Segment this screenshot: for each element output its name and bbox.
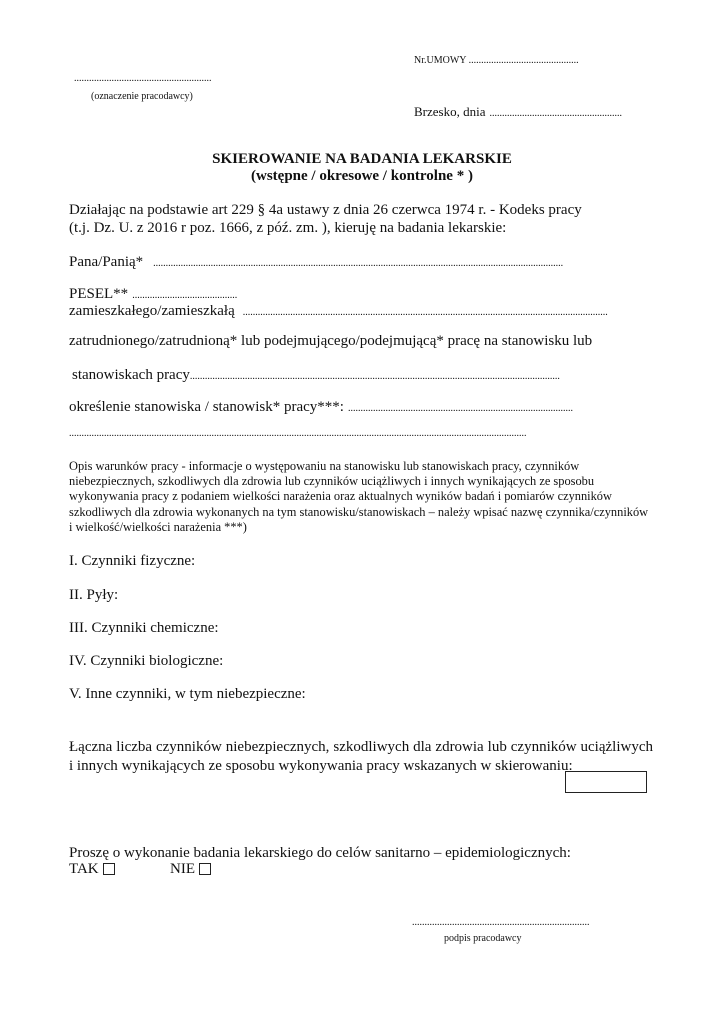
yes-label: TAK [69, 861, 99, 877]
designation-label: określenie stanowiska / stanowisk* pracy***: [69, 399, 344, 415]
work-conditions-description: Opis warunków pracy - informacje o występowaniu na stanowisku lub stanowiskach pracy, czynników niebezpiecznych, szkodliwych dla zdrowia lub czynników uciążliwych i innych wynikających ze sposobu wykonywania pracy z podaniem wielkości narażenia oraz aktualnych wyników badań i pomiarów czynników szkodliwych dla zdrowia wykonanych na tym stanowisku/stanowiskach – należy wpisać nazwę czynnika/czynników i wielkość/wielkości narażenia ***) [69, 459, 649, 534]
no-label: NIE [170, 861, 195, 877]
factor-count-text: Łączna liczba czynników niebezpiecznych, szkodliwych dla zdrowia lub czynników uciążliwych i innych wynikających ze sposobu wykonywania pracy wskazanych w skierowaniu: [69, 739, 653, 774]
pesel-dots: .......................................... [132, 290, 238, 301]
positions-label: stanowiskach pracy [72, 367, 190, 383]
factor-count-box[interactable] [565, 771, 647, 793]
yes-checkbox[interactable] [103, 863, 115, 875]
residence-field [69, 302, 608, 320]
intro-line-1: Działając na podstawie art 229 § 4a ustawy z dnia 26 czerwca 1974 r. - Kodeks pracy [69, 202, 582, 218]
designation-field [69, 398, 573, 416]
date-dots: ..................................................... [489, 108, 622, 119]
positions-dots: .................................................................................................................................................... [189, 371, 560, 382]
document-subtitle: (wstępne / okresowe / kontrolne * ) [251, 168, 473, 184]
place-date-label: Brzesko, dnia [414, 104, 486, 119]
employer-dots: ....................................................... [74, 73, 212, 84]
name-dots: .................................................................................................................................................................... [153, 258, 564, 269]
sanitary-no [170, 861, 211, 878]
sanitary-yes [69, 861, 115, 878]
residence-dots: .................................................................................................................................................. [242, 307, 608, 318]
pesel-field [69, 285, 237, 303]
sanitary-question: Proszę o wykonanie badania lekarskiego do celów sanitarno – epidemiologicznych: [69, 845, 571, 861]
employment-text: zatrudnionego/zatrudnioną* lub podejmującego/podejmującą* pracę na stanowisku lub [69, 333, 593, 349]
blank-line: ....................................................................................................................................................................................... [69, 428, 527, 439]
no-checkbox[interactable] [199, 863, 211, 875]
factor-chemical: III. Czynniki chemiczne: [69, 620, 219, 636]
employer-caption: (oznaczenie pracodawcy) [91, 91, 193, 102]
signature-caption: podpis pracodawcy [444, 933, 522, 944]
document-title: SKIEROWANIE NA BADANIA LEKARSKIE [212, 151, 512, 167]
factor-dust: II. Pyły: [69, 587, 119, 603]
name-label: Pana/Panią* [69, 254, 144, 270]
name-field [69, 253, 563, 271]
contract-number: Nr.UMOWY ............................................ [414, 55, 579, 66]
place-date [414, 103, 622, 121]
signature-dots: ....................................................................... [412, 917, 590, 928]
factor-other: V. Inne czynniki, w tym niebezpieczne: [69, 686, 306, 702]
intro-line-2: (t.j. Dz. U. z 2016 r poz. 1666, z póź. zm. ), kieruję na badania lekarskie: [69, 220, 507, 236]
designation-dots: .......................................................................................... [347, 403, 573, 414]
pesel-label: PESEL** [69, 286, 129, 302]
positions-field [72, 366, 560, 384]
factor-physical: I. Czynniki fizyczne: [69, 553, 196, 569]
factor-biological: IV. Czynniki biologiczne: [69, 653, 224, 669]
residence-label: zamieszkałego/zamieszkałą [69, 303, 235, 319]
